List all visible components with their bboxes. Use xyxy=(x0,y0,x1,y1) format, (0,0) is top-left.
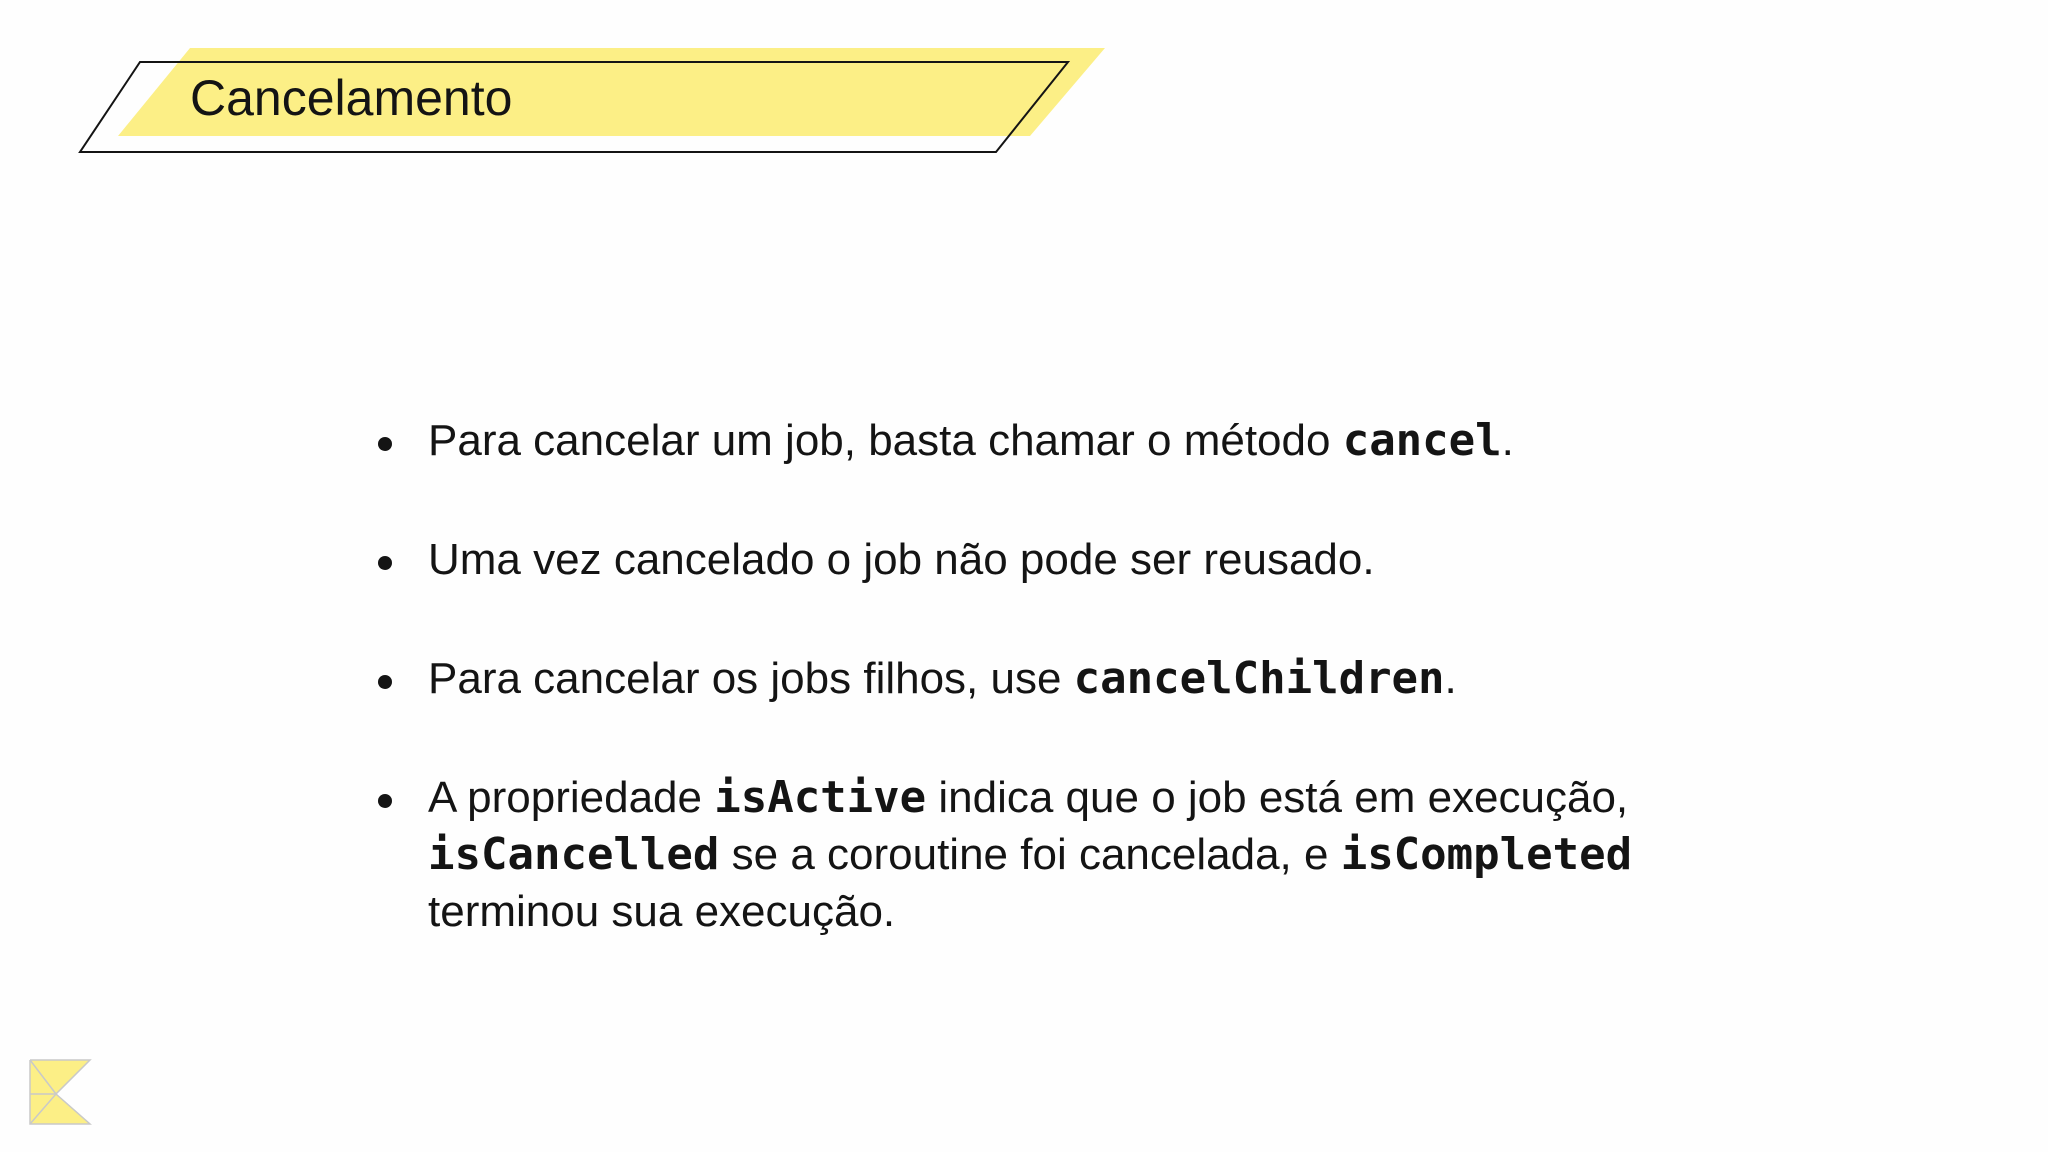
bullet-dot-icon xyxy=(378,437,392,451)
bullet-text: . xyxy=(1444,654,1457,703)
code-cancel-children: cancelChildren xyxy=(1073,653,1445,704)
bullet-text: se a coroutine foi cancelada, e xyxy=(719,830,1341,879)
bullet-dot-icon xyxy=(378,794,392,808)
code-cancel: cancel xyxy=(1342,415,1502,466)
bullet-text: Para cancelar os jobs filhos, use xyxy=(428,654,1074,703)
code-is-completed: isCompleted xyxy=(1340,829,1633,880)
code-is-cancelled: isCancelled xyxy=(428,829,720,880)
bullet-list xyxy=(378,412,1698,940)
bullet-dot-icon xyxy=(378,675,392,689)
bullet-text: terminou sua execução. xyxy=(428,887,896,936)
bullet-text: Para cancelar um job, basta chamar o método xyxy=(428,416,1343,465)
bullet-text: A propriedade xyxy=(428,773,715,822)
bullet-dot-icon xyxy=(378,556,392,570)
slide-title: Cancelamento xyxy=(190,70,513,126)
title-banner xyxy=(0,0,1140,170)
kotlin-logo-icon xyxy=(26,1056,98,1128)
bullet-text: . xyxy=(1501,416,1514,465)
bullet-text: Uma vez cancelado o job não pode ser reusado. xyxy=(428,535,1375,584)
bullet-item xyxy=(378,769,1698,940)
bullet-item xyxy=(378,412,1698,469)
code-is-active: isActive xyxy=(714,772,927,823)
bullet-text: indica que o job está em execução, xyxy=(926,773,1653,822)
bullet-item xyxy=(378,531,1698,588)
bullet-item xyxy=(378,650,1698,707)
